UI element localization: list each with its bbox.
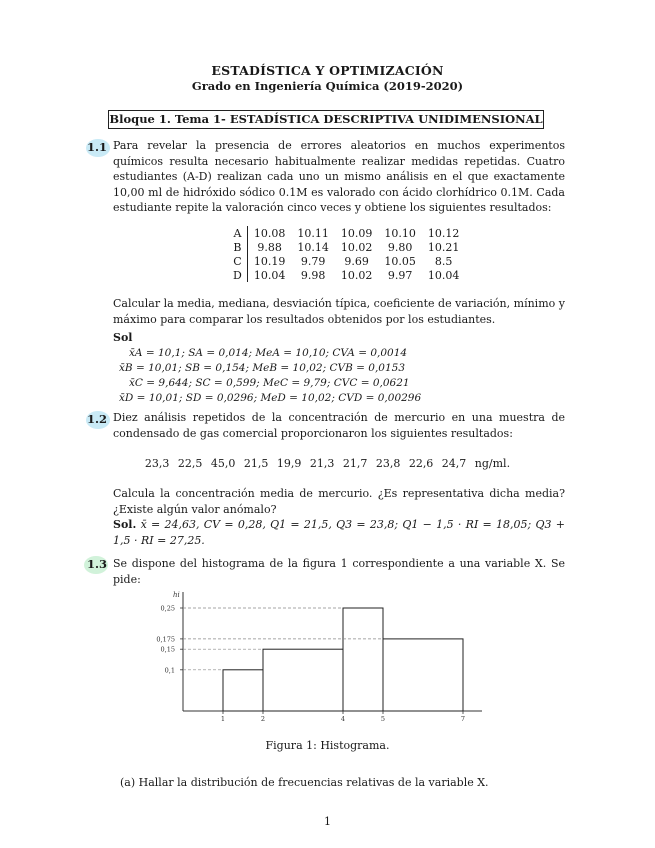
row-label: C — [231, 254, 247, 268]
table-cell: 10.09 — [340, 226, 373, 240]
solution-text — [113, 517, 565, 548]
table-row — [231, 226, 465, 240]
solution-values: x̄ = 24,63, CV = 0,28, Q1 = 21,5, Q3 = 23,8; Q1 − 1,5 · RI = 18,05; Q3 + 1,5 · RI = 27,25. — [113, 518, 565, 547]
figure-caption: Figura 1: Histograma. — [265, 739, 390, 752]
table-cell: 8.5 — [434, 254, 453, 268]
table-cell: 9.98 — [300, 268, 326, 282]
row-label: A — [231, 226, 247, 240]
table-row — [231, 268, 465, 282]
table-cell: 10.04 — [253, 268, 286, 282]
exercise-text: Para revelar la presencia de errores aleatorios en muchos experimentos químicos resulta necesario habitualmente realizar medidas repetidas. Cuatro estudiantes (A-D) realizan cada uno un mismo análisis en el que exactamente 10,00 ml de hidróxido sódico 0.1M es valorado con ácido clorhídrico 0.1M. Cada estudiante repite la valoración cinco veces y obtiene los siguientes resultados: — [113, 139, 565, 215]
solution-line: x̄D = 10,01; SD = 0,0296; MeD = 10,02; CVD = 0,00296 — [119, 392, 422, 404]
table-cell: 10.04 — [427, 268, 460, 282]
y-tick-label: 0,15 — [160, 645, 175, 654]
solution-line: x̄C = 9,644; SC = 0,599; MeC = 9,79; CVC = 0,0621 — [129, 377, 410, 389]
x-tick-label: 4 — [340, 715, 346, 723]
x-tick-label: 7 — [460, 715, 466, 723]
histogram-bar — [383, 639, 463, 711]
exercise-number: 1.1 — [87, 140, 108, 154]
block-heading: Bloque 1. Tema 1- ESTADÍSTICA DESCRIPTIVA UNIDIMENSIONAL — [108, 110, 544, 129]
table-cell: 10.02 — [340, 240, 373, 254]
table-cell: 10.05 — [384, 254, 416, 268]
table-cell: 9.80 — [387, 240, 413, 254]
table-cell: 10.02 — [340, 268, 373, 282]
question-item: (a) Hallar la distribución de frecuencias relativas de la variable X. — [120, 776, 489, 789]
results-table — [231, 226, 465, 282]
table-cell: 10.19 — [253, 254, 286, 268]
solution-line: x̄A = 10,1; SA = 0,014; MeA = 10,10; CVA = 0,0014 — [129, 347, 408, 359]
row-label: D — [231, 268, 247, 282]
exercise-number: 1.2 — [87, 412, 108, 426]
document-title: ESTADÍSTICA Y OPTIMIZACIÓN — [211, 63, 444, 78]
solution-label: Sol — [113, 331, 133, 344]
table-cell: 10.08 — [253, 226, 286, 240]
table-cell: 10.21 — [427, 240, 460, 254]
table-cell: 10.14 — [297, 240, 329, 254]
exercise-question: Calcular la media, mediana, desviación típica, coeficiente de variación, mínimo y máximo para comparar los resultados obtenidos por los estudiantes. — [113, 297, 565, 326]
y-tick-label: 0,175 — [156, 635, 175, 644]
exercise-text: Se dispone del histograma de la figura 1 correspondiente a una variable X. Se pide: — [113, 557, 565, 586]
y-axis-label: hi — [173, 591, 180, 599]
document-subtitle: Grado en Ingeniería Química (2019-2020) — [191, 79, 464, 93]
solution-line: x̄B = 10,01; SB = 0,154; MeB = 10,02; CVB = 0,0153 — [119, 362, 405, 374]
y-tick-label: 0,25 — [160, 604, 175, 613]
x-tick-label: 1 — [220, 715, 226, 723]
solution-label: Sol. — [113, 518, 137, 531]
table-row — [231, 254, 465, 268]
measurement-values: 23,3 22,5 45,0 21,5 19,9 21,3 21,7 23,8 22,6 24,7 ng/ml. — [144, 457, 511, 470]
histogram-bar — [343, 608, 383, 711]
table-cell: 10.10 — [384, 226, 416, 240]
histogram-bar — [223, 670, 263, 711]
y-tick-label: 0,1 — [164, 666, 175, 675]
x-tick-label: 5 — [380, 715, 386, 723]
table-cell: 10.12 — [427, 226, 460, 240]
table-cell: 10.11 — [297, 226, 329, 240]
row-label: B — [231, 240, 247, 254]
exercise-number: 1.3 — [87, 557, 108, 571]
table-row — [231, 240, 465, 254]
table-cell: 9.88 — [257, 240, 282, 254]
exercise-text: Diez análisis repetidos de la concentración de mercurio en una muestra de condensado de gas comercial proporcionaron los siguientes resultados: — [113, 411, 565, 440]
table-cell: 9.69 — [344, 254, 369, 268]
exercise-question: Calcula la concentración media de mercurio. ¿Es representativa dicha media?¿Existe algún valor anómalo? — [113, 487, 565, 516]
table-cell: 9.79 — [300, 254, 326, 268]
histogram-bar — [263, 649, 343, 711]
table-cell: 9.97 — [387, 268, 413, 282]
page-number: 1 — [324, 815, 331, 828]
x-tick-label: 2 — [260, 715, 266, 723]
